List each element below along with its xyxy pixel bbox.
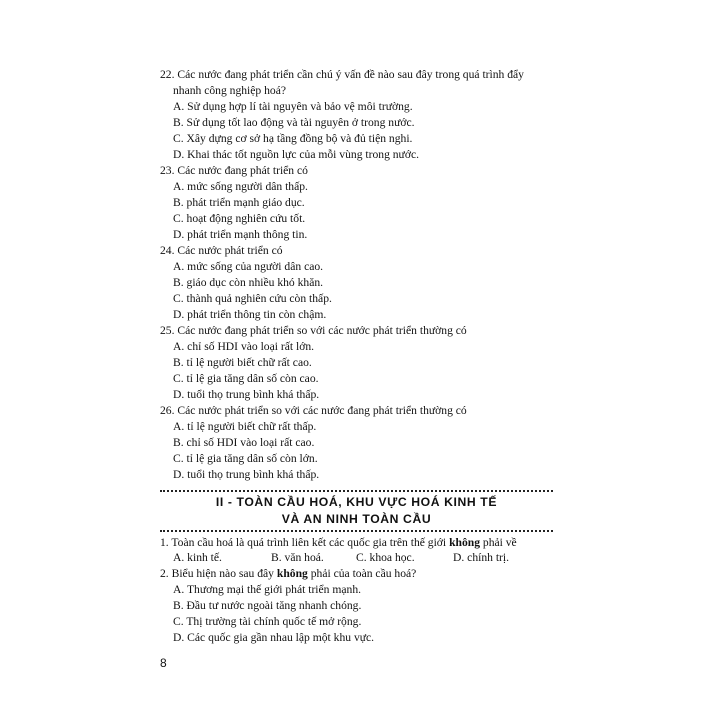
s2q1-stem-bold: không <box>449 536 480 549</box>
s2q1-stem <box>160 536 517 550</box>
s2q2-stem <box>160 567 416 581</box>
q22-stem-line2: nhanh công nghiệp hoá? <box>173 84 287 97</box>
q25-option-d: D. tuổi thọ trung bình khá thấp. <box>173 388 320 401</box>
s2q1-option-c: C. khoa học. <box>356 551 415 564</box>
q25-option-b: B. tỉ lệ người biết chữ rất cao. <box>173 356 312 369</box>
q23-option-c: C. hoạt động nghiên cứu tốt. <box>173 212 306 225</box>
q24-option-c: C. thành quả nghiên cứu còn thấp. <box>173 292 332 305</box>
s2q2-stem-bold: không <box>276 567 308 580</box>
q22-stem-line1: 22. Các nước đang phát triển cần chú ý vấn đề nào sau đây trong quá trình đẩy <box>160 68 524 81</box>
s2q2-option-d: D. Các quốc gia gần nhau lập một khu vực. <box>173 631 375 644</box>
q25-option-a: A. chỉ số HDI vào loại rất lớn. <box>173 340 315 353</box>
s2q1-stem-after: phải về <box>480 536 517 549</box>
section-heading-line1: II - TOÀN CẦU HOÁ, KHU VỰC HOÁ KINH TẾ <box>215 495 498 509</box>
s2q2-option-c: C. Thị trường tài chính quốc tế mở rộng. <box>173 615 362 628</box>
q25-stem: 25. Các nước đang phát triển so với các nước phát triển thường có <box>160 324 467 337</box>
q24-option-a: A. mức sống của người dân cao. <box>173 260 324 273</box>
q26-option-b: B. chỉ số HDI vào loại rất cao. <box>173 436 315 449</box>
q23-option-a: A. mức sống người dân thấp. <box>173 180 308 193</box>
q25-option-c: C. tỉ lệ gia tăng dân số còn cao. <box>173 372 319 385</box>
s2q1-stem-before: 1. Toàn cầu hoá là quá trình liên kết các quốc gia trên thế giới <box>160 536 450 549</box>
q24-option-d: D. phát triển thông tin còn chậm. <box>173 308 327 321</box>
q22-option-d: D. Khai thác tốt nguồn lực của mỗi vùng trong nước. <box>173 148 420 161</box>
s2q2-stem-before: 2. Biểu hiện nào sau đây <box>160 567 277 580</box>
q24-stem: 24. Các nước phát triển có <box>160 244 283 257</box>
q26-stem: 26. Các nước phát triển so với các nước đang phát triển thường có <box>160 404 467 417</box>
section-bottom-rule <box>160 530 553 532</box>
s2q1-option-b: B. văn hoá. <box>271 551 324 564</box>
q26-option-d: D. tuổi thọ trung bình khá thấp. <box>173 468 320 481</box>
section-heading-line2: VÀ AN NINH TOÀN CẦU <box>281 512 432 526</box>
q22-option-c: C. Xây dựng cơ sở hạ tầng đồng bộ và đủ tiện nghi. <box>173 132 413 145</box>
s2q2-option-b: B. Đầu tư nước ngoài tăng nhanh chóng. <box>173 599 362 612</box>
q23-option-b: B. phát triển mạnh giáo dục. <box>173 196 305 209</box>
page-number: 8 <box>160 656 167 670</box>
s2q1-option-d: D. chính trị. <box>453 551 510 564</box>
q26-option-a: A. tỉ lệ người biết chữ rất thấp. <box>173 420 317 433</box>
s2q2-option-a: A. Thương mại thế giới phát triển mạnh. <box>173 583 362 596</box>
section-top-rule <box>160 490 553 492</box>
q26-option-c: C. tỉ lệ gia tăng dân số còn lớn. <box>173 452 318 465</box>
q24-option-b: B. giáo dục còn nhiều khó khăn. <box>173 276 324 289</box>
q23-stem: 23. Các nước đang phát triển có <box>160 164 308 177</box>
s2q2-stem-after: phải của toàn cầu hoá? <box>307 567 417 580</box>
s2q1-option-a: A. kinh tế. <box>173 551 222 564</box>
q22-option-a: A. Sử dụng hợp lí tài nguyên và bảo vệ môi trường. <box>173 100 413 113</box>
q23-option-d: D. phát triển mạnh thông tin. <box>173 228 308 241</box>
q22-option-b: B. Sử dụng tốt lao động và tài nguyên ở trong nước. <box>173 116 415 129</box>
